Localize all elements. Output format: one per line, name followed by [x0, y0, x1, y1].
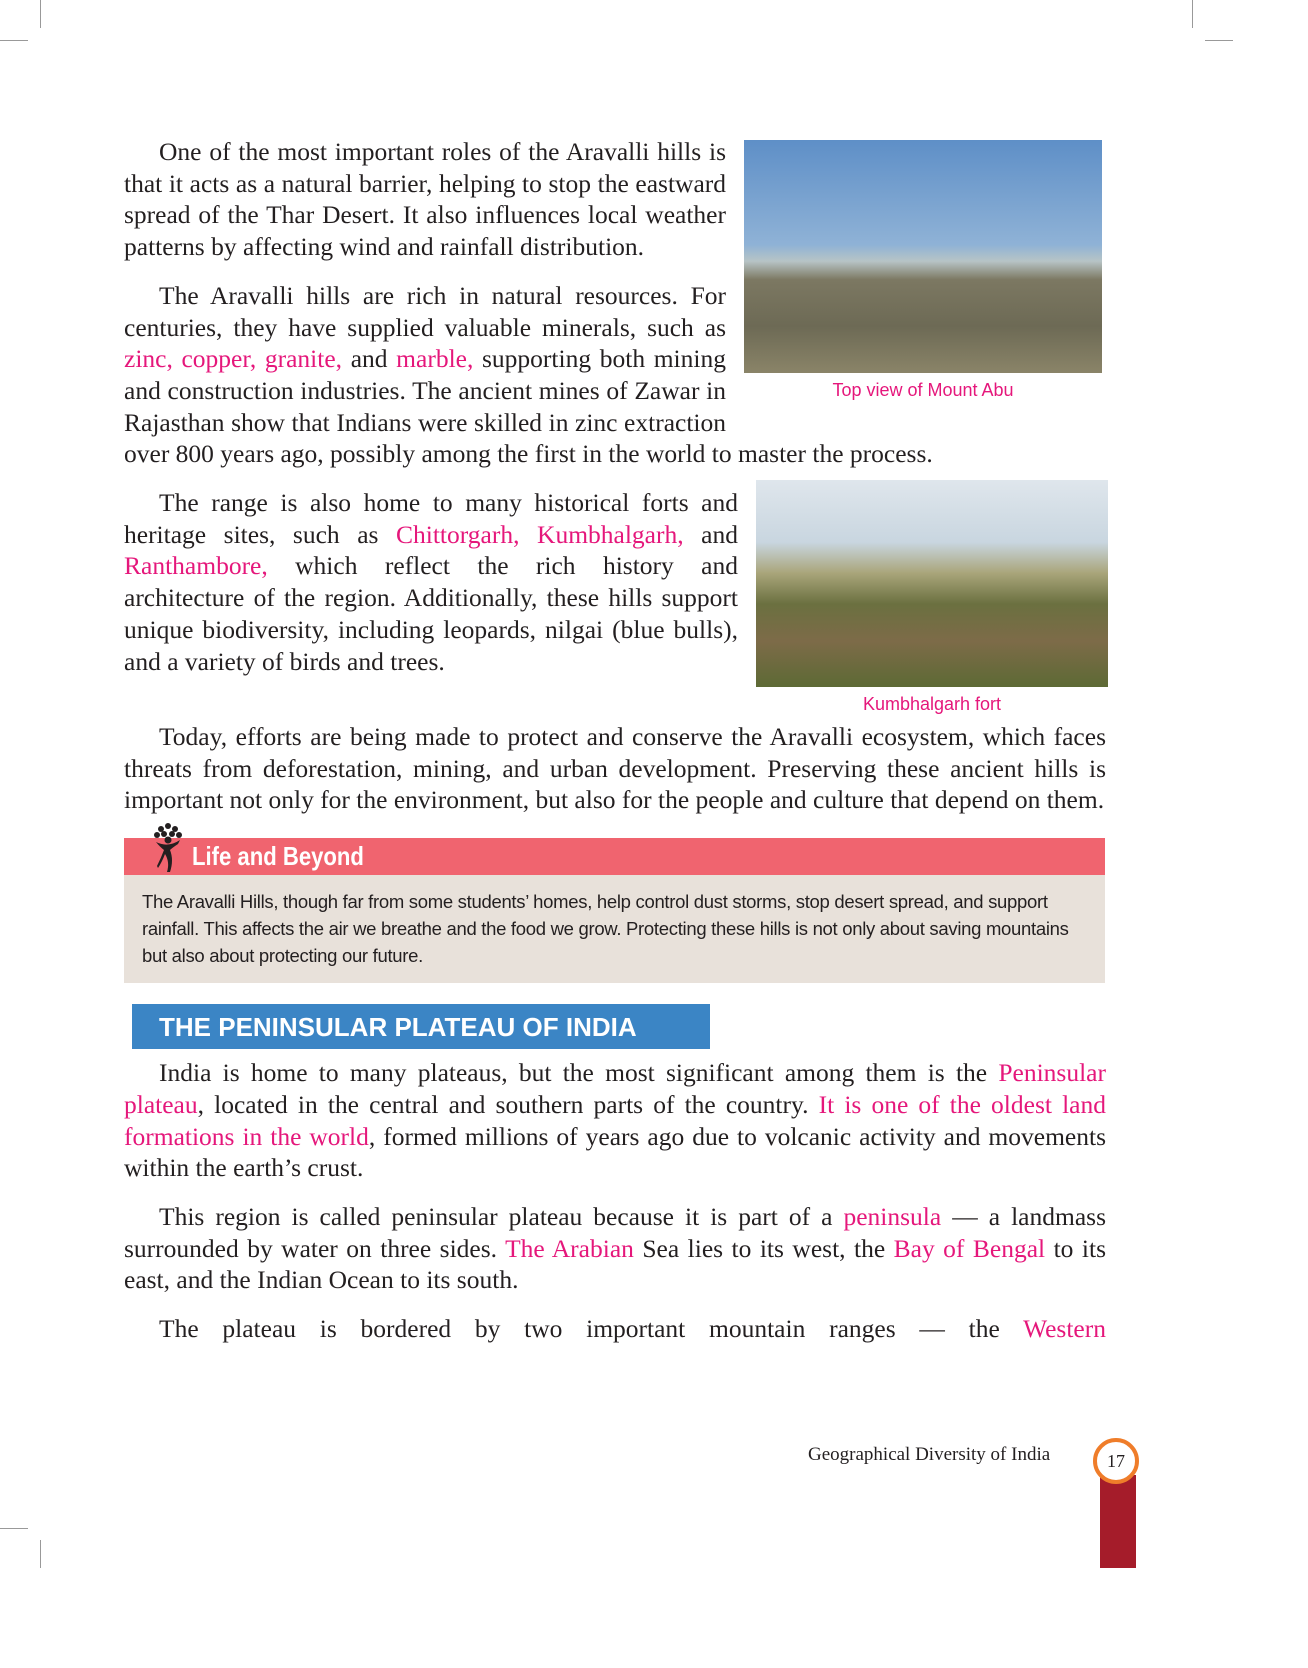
footer-chapter-title: Geographical Diversity of India [808, 1444, 1051, 1465]
text-run: supporting both mining and construction industries. The ancient mines of Zawar in Rajasthan show that Indians were skilled in zinc extraction over 800 years ago, possibly among the first in the world to master the process. [124, 344, 933, 469]
figure-kumbhalgarh [756, 480, 1108, 715]
text-run: , formed millions of years ago due to volcanic activity and movements within the earth’s crust. [124, 1121, 1106, 1183]
life-and-beyond-title: Life and Beyond [192, 841, 364, 872]
highlighted-term: The Arabian [505, 1233, 634, 1263]
paragraph [124, 1057, 1106, 1184]
page-number: 17 [1093, 1438, 1139, 1484]
highlighted-term: Peninsular plateau [124, 1058, 1106, 1119]
crop-mark [40, 1540, 41, 1568]
figure-mount-abu [744, 140, 1102, 401]
figure-caption: Kumbhalgarh fort [862, 694, 1002, 715]
mount-abu-photo [744, 140, 1102, 373]
highlighted-term: Chittorgarh, Kumbhalgarh, [396, 519, 684, 549]
highlighted-term: Bay of Bengal [893, 1233, 1046, 1263]
page-content [124, 136, 1106, 1362]
paragraph [124, 1313, 1106, 1345]
text-run: The range is also home to many historical forts and heritage sites, such as [124, 488, 738, 549]
text-run: which reflect the rich history and architecture of the region. Additionally, these hills support unique biodiversity, including leopards, nilgai (blue bulls), and a variety of birds and trees. [124, 551, 738, 676]
life-and-beyond-text: The Aravalli Hills, though far from some students’ homes, help control dust storms, stop desert spread, and support rainfall. This affects the air we breathe and the food we grow. Protecting these hills is not only about saving mountains but also about protecting our future. [124, 875, 1105, 983]
crop-mark [0, 1528, 28, 1529]
crop-mark [0, 40, 28, 41]
highlighted-term: marble, [396, 344, 474, 374]
life-and-beyond-box [124, 838, 1105, 983]
text-run: The plateau is bordered by two important mountain ranges — the [159, 1314, 1024, 1344]
highlighted-term: Western [1023, 1314, 1106, 1344]
text-run: The Aravalli hills are rich in natural resources. For centuries, they have supplied valuable minerals, such as [124, 280, 726, 342]
crop-mark [40, 0, 41, 28]
text-run: , located in the central and southern parts of the country. [197, 1089, 819, 1119]
text-run: to its east, and the Indian Ocean to its south. [124, 1233, 1106, 1295]
crop-mark [1205, 40, 1233, 41]
text-run: This region is called peninsular plateau because it is part of a [159, 1201, 844, 1231]
highlighted-term: Ranthambore, [124, 551, 268, 581]
page-ribbon [1100, 1475, 1136, 1568]
tree-person-icon [148, 820, 188, 874]
figure-caption: Top view of Mount Abu [832, 380, 1014, 400]
paragraph [124, 1201, 1106, 1296]
text-run: One of the most important roles of the Aravalli hills is that it acts as a natural barrier, helping to stop the eastward spread of the Thar Desert. It also influences local weather patterns by affecting wind and rainfall distribution. [124, 137, 726, 262]
paragraph [124, 721, 1106, 816]
text-run: and [342, 344, 397, 374]
highlighted-term: peninsula [843, 1201, 942, 1231]
highlighted-term: zinc, copper, granite, [124, 344, 343, 374]
section-heading: THE PENINSULAR PLATEAU OF INDIA [132, 1004, 710, 1049]
kumbhalgarh-photo [756, 480, 1108, 687]
crop-mark [1192, 0, 1193, 28]
text-run: and [683, 519, 738, 549]
text-run: India is home to many plateaus, but the most significant among them is the [159, 1058, 999, 1088]
highlighted-term: It is one of the oldest land formations in the world [124, 1089, 1106, 1151]
life-and-beyond-header [124, 838, 1105, 875]
text-run: — a landmass surrounded by water on three sides. [124, 1201, 1106, 1263]
text-run: Today, efforts are being made to protect and conserve the Aravalli ecosystem, which faces threats from deforestation, mining, and urban development. Preserving these ancient hills is important not only for the environment, but also for the people and culture that depend on them. [124, 722, 1106, 815]
text-run: Sea lies to its west, the [633, 1233, 894, 1263]
